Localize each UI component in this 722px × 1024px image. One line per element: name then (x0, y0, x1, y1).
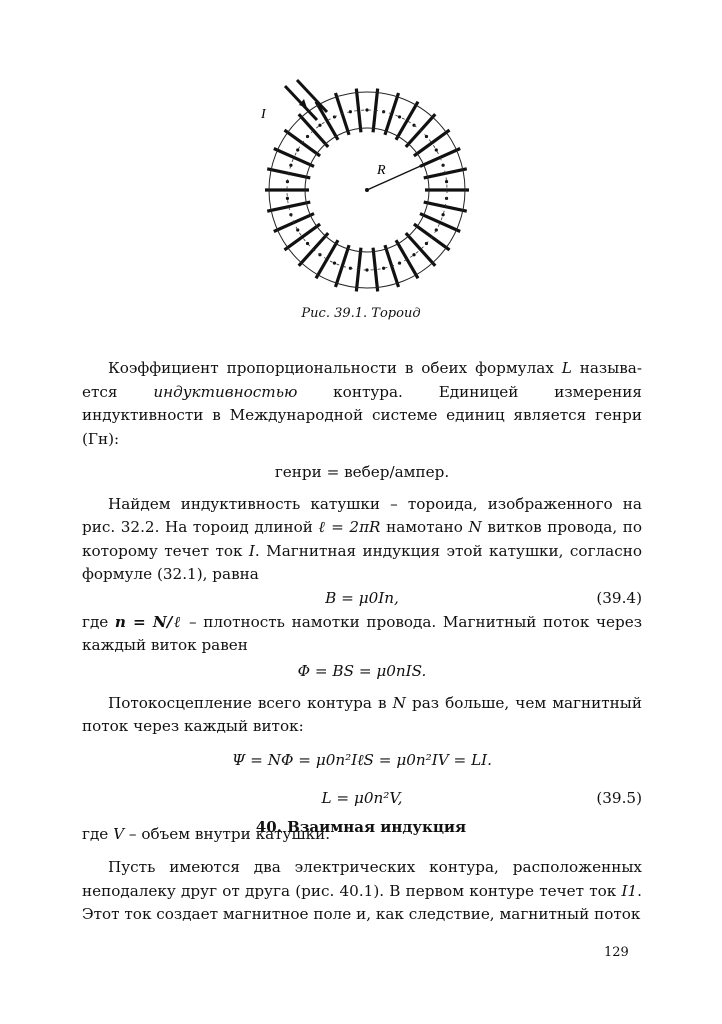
label-radius: R (377, 163, 386, 178)
p1-text-b: называ-ется (82, 359, 642, 401)
coil-turn (373, 248, 378, 292)
p1-text-a: Коэффициент пропорциональности в обеих формулах (108, 359, 562, 377)
coil-arrow-mark (441, 213, 444, 216)
figure-caption: Рис. 39.1. Тороид (301, 306, 421, 321)
p6-var-I1: I1 (621, 881, 638, 900)
p2-text-d: . Магнитная индукция этой катушки, согласно формуле (32.1), равна (82, 541, 643, 583)
p1-text-c: контура. Единицей измерения индуктивности в Международной системе единиц является генри (Гн): (82, 382, 642, 448)
page-number: 129 (604, 945, 629, 960)
equation-39-5 (82, 787, 642, 811)
p2-var-N: N (468, 518, 482, 536)
equation-flux (82, 660, 642, 684)
coil-turn (420, 149, 460, 167)
coil-turn (274, 149, 314, 167)
coil-arrow-mark (333, 115, 336, 118)
coil-turn (316, 102, 338, 140)
eq4-number: (39.5) (596, 788, 642, 807)
coil-arrow-mark (398, 115, 401, 118)
body-text-2 (82, 856, 642, 927)
toroid-figure (255, 68, 475, 298)
eq1-number: (39.4) (596, 588, 642, 607)
p3-text-a: где (82, 612, 115, 631)
p1-var-L: L (561, 359, 572, 377)
coil-arrow-mark (286, 197, 289, 200)
unit-equation: генри = вебер/ампер. (274, 463, 450, 481)
paragraph-3 (82, 611, 642, 658)
coil-turn (335, 245, 349, 287)
coil-turn (396, 240, 418, 278)
p2-text-c: витков провода, по которому течет ток (82, 518, 642, 560)
p4-text-b: раз больше, чем магнитный поток через каждый виток: (82, 693, 642, 735)
eq3-formula: Ψ = NΦ = μ0n²IℓS = μ0n²IV = LI. (232, 750, 492, 769)
coil-arrow-mark (333, 261, 336, 264)
p2-text-b: намотано (380, 518, 469, 536)
coil-turn (267, 202, 310, 211)
p2-math: ℓ = 2πR (318, 518, 381, 536)
coil-arrow-mark (365, 108, 368, 111)
coil-arrow-mark (296, 228, 299, 231)
paragraph-1 (82, 357, 642, 451)
p5-text-b: – объем внутри катушки. (124, 824, 331, 843)
paragraph-2 (82, 493, 642, 587)
section-heading: 40. Взаимная индукция (255, 818, 467, 836)
p6-text-b: . Этот ток создает магнитное поле и, как следствие, магнитный поток (82, 881, 642, 923)
p4-text-a: Потокосцепление всего контура в (108, 693, 393, 712)
p3-text-b: – плотность намотки провода. Магнитный поток через каждый виток равен (82, 612, 642, 654)
coil-turn (316, 240, 338, 278)
p5-text-a: где (82, 824, 114, 843)
equation-39-4 (82, 587, 642, 611)
p1-term: индуктивностью (153, 382, 298, 401)
eq2-formula: Φ = BS = μ0nIS. (297, 661, 427, 680)
radius-line (367, 164, 425, 190)
paragraph-4 (82, 692, 642, 739)
coil-arrow-mark (412, 253, 415, 256)
eq1-formula: B = μ0In, (325, 588, 399, 607)
paragraph-6 (82, 856, 642, 927)
lead-wire-out (297, 80, 327, 112)
label-current: I (261, 107, 266, 122)
eq4-formula: L = μ0n²V, (321, 788, 403, 807)
coil-turn (396, 102, 418, 140)
p2-text-a: Найдем индуктивность катушки – тороида, изображенного на рис. 32.2. На тороид длиной (82, 494, 642, 536)
p6-text-a: Пусть имеются два электрических контура, расположенных неподалеку друг от друга (рис. 40.1). В первом контуре течет ток (82, 858, 642, 900)
p2-var-I: I (248, 541, 255, 560)
coil-turn (420, 214, 460, 232)
center-point (365, 188, 369, 192)
p5-var-V: V (113, 824, 125, 843)
body-text (82, 357, 642, 846)
equation-linkage (82, 749, 642, 773)
p3-math: n = N/ℓ (114, 612, 183, 631)
coil-arrow-mark (435, 148, 438, 151)
p4-var-N: N (392, 693, 406, 712)
